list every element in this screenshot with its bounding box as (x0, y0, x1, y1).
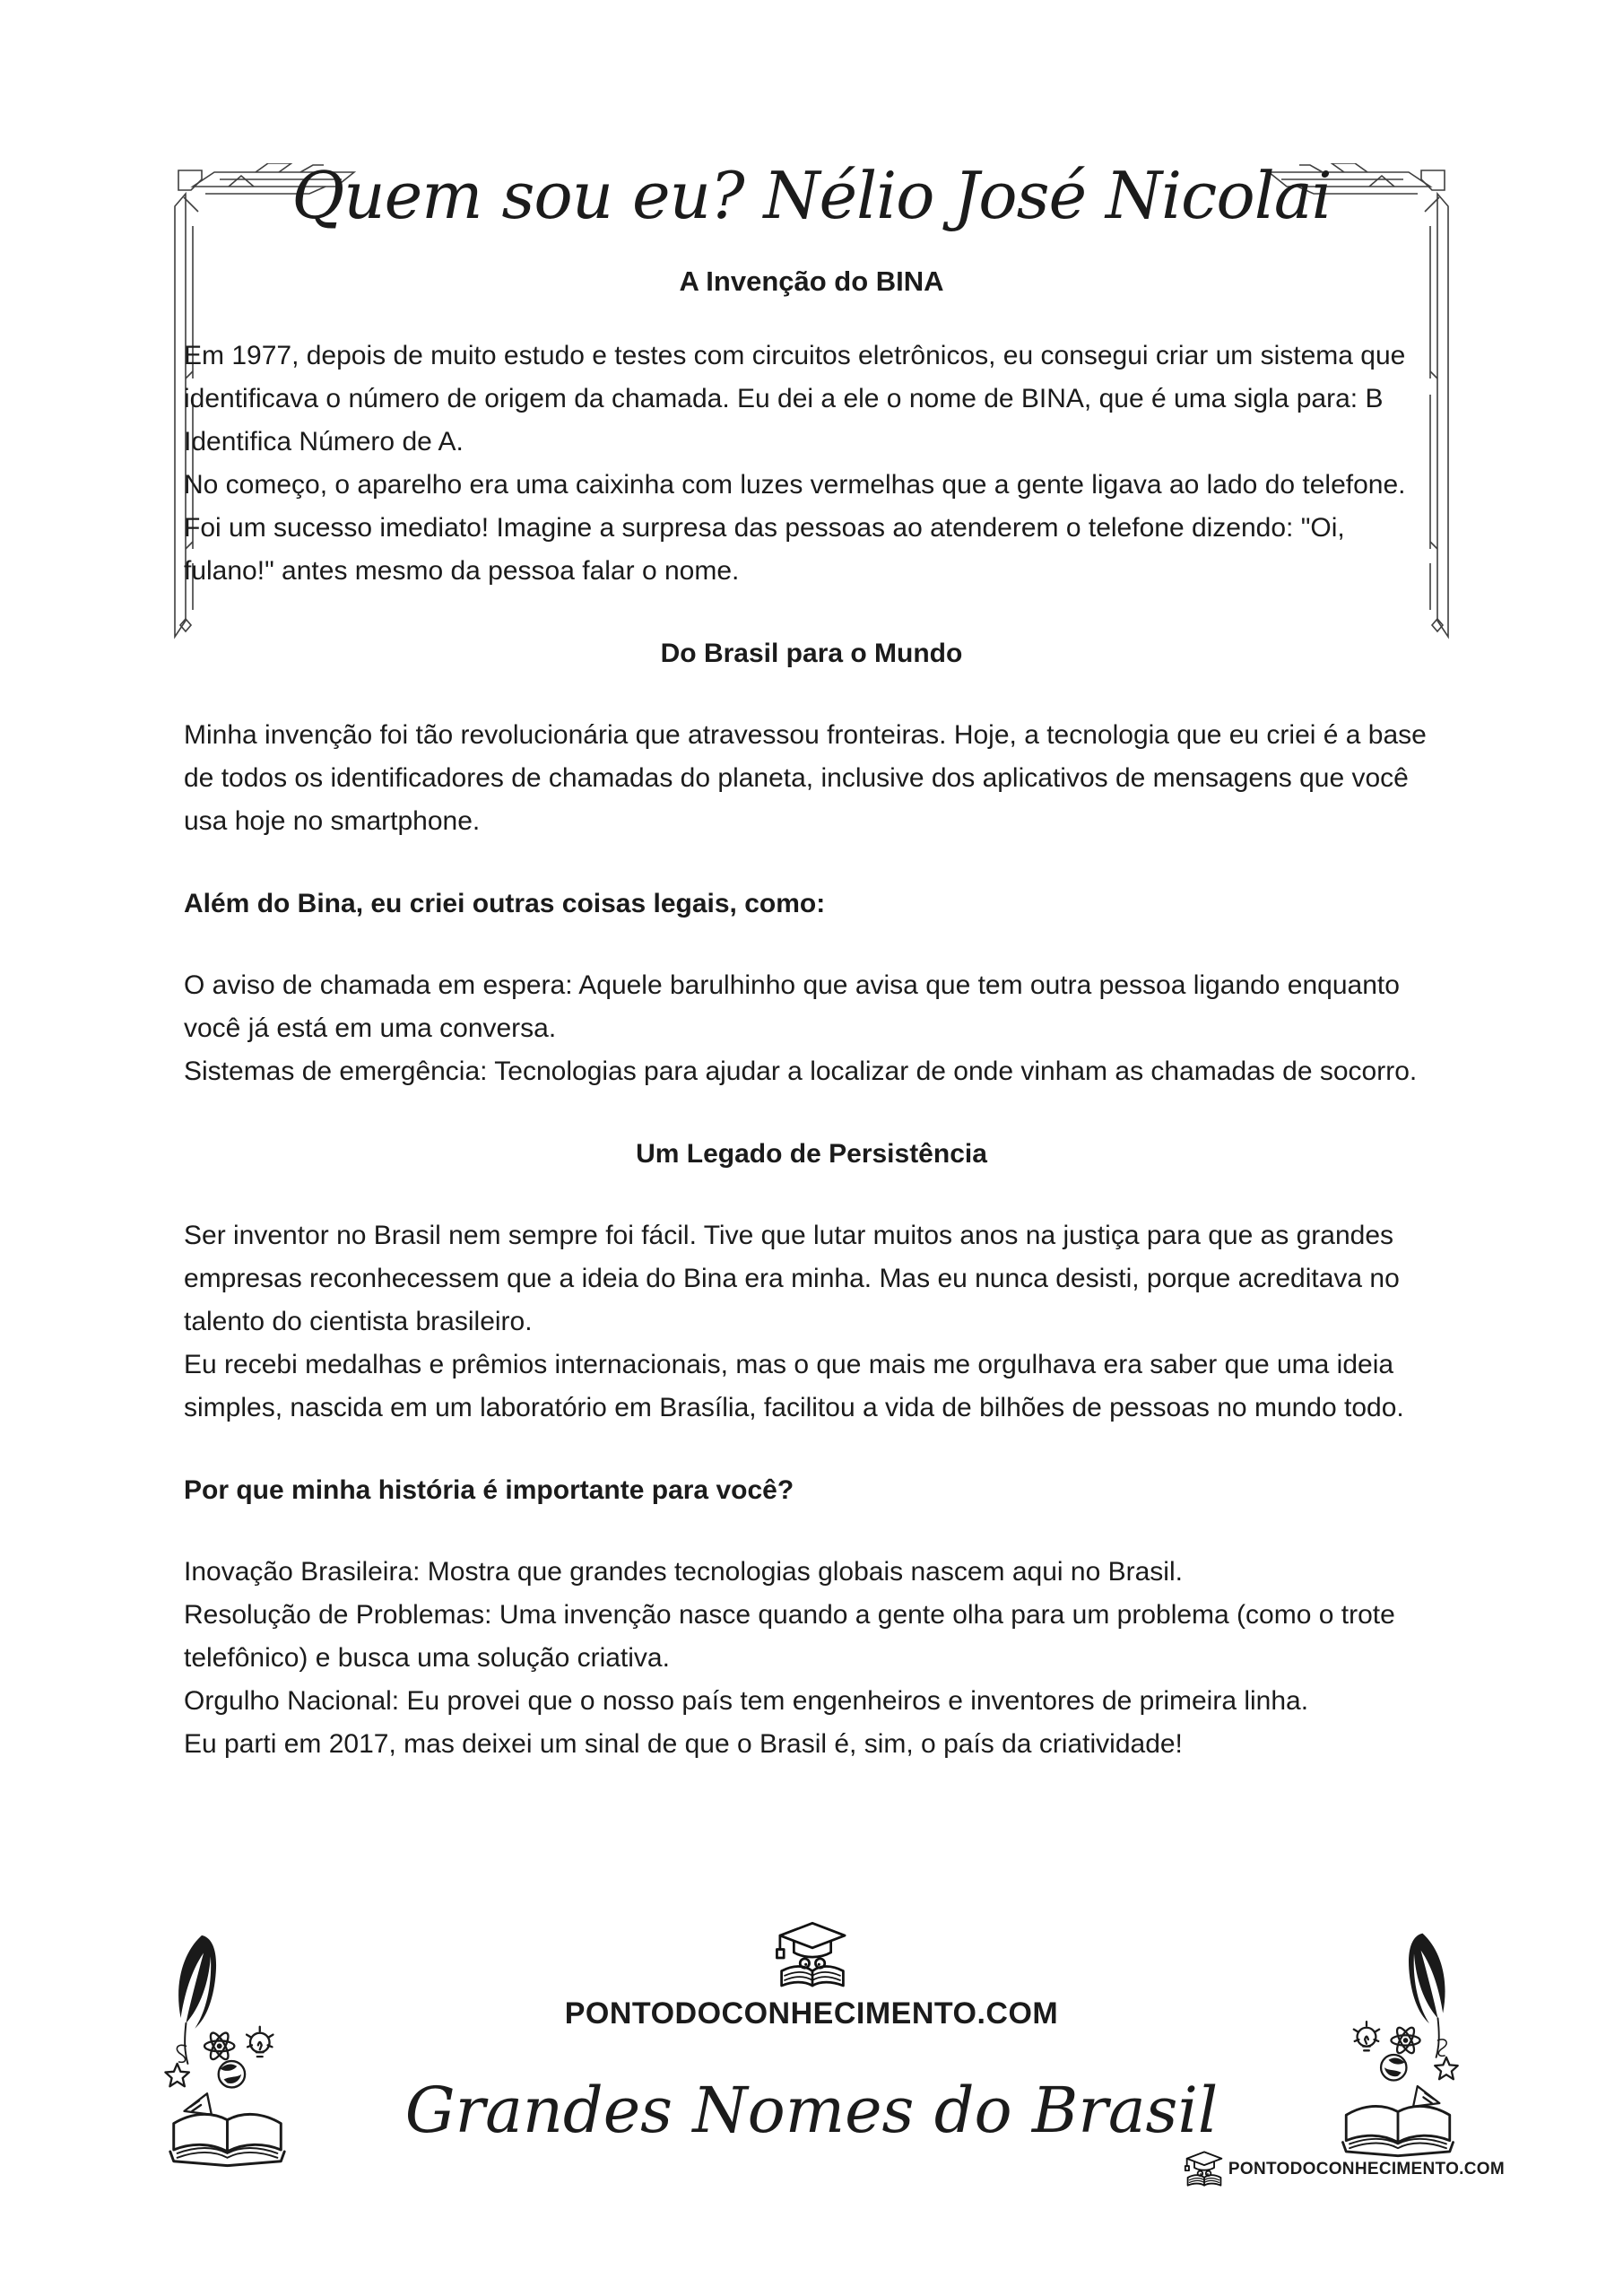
section-heading: Do Brasil para o Mundo (660, 639, 963, 668)
article-paragraph: Eu recebi medalhas e prêmios internacionais, mas o que mais me orgulhava era saber que uma ideia simples, nascida em um laboratório em Brasília, facilitou a vida de bilhões de pessoas no mundo todo. (184, 1350, 1404, 1422)
article-paragraph: No começo, o aparelho era uma caixinha com luzes vermelhas que a gente ligava ao lado do telefone. Foi um sucesso imediato! Imagine a surpresa das pessoas ao atenderem o telefone dizendo: "Oi, fulano!" antes mesmo da pessoa falar o nome. (184, 470, 1406, 586)
article-paragraph: Em 1977, depois de muito estudo e testes com circuitos eletrônicos, eu consegui criar um sistema que identificava o número de origem da chamada. Eu dei a ele o nome de BINA, que é uma sigla para: B Identifica Número de A. (184, 341, 1406, 457)
page-title: Quem sou eu? Nélio José Nicolai (291, 158, 1332, 233)
article-paragraph: Sistemas de emergência: Tecnologias para ajudar a localizar de onde vinham as chamadas de socorro. (184, 1057, 1418, 1086)
footer-brand (1184, 2149, 1505, 2189)
section-heading: Um Legado de Persistência (636, 1139, 987, 1169)
graduate-book-mascot-icon (774, 1918, 851, 1993)
footer-brand-text: PONTODOCONHECIMENTO.COM (1228, 2159, 1505, 2179)
section-heading: Por que minha história é importante para você? (184, 1475, 794, 1505)
footer-series-title: Grandes Nomes do Brasil (404, 2074, 1219, 2147)
article-paragraph: Resolução de Problemas: Uma invenção nasce quando a gente olha para um problema (como o trote telefônico) e busca uma solução criativa. (184, 1600, 1395, 1673)
article-paragraph: Orgulho Nacional: Eu provei que o nosso país tem engenheiros e inventores de primeira linha. (184, 1686, 1309, 1716)
article-paragraph: Ser inventor no Brasil nem sempre foi fácil. Tive que lutar muitos anos na justiça para que as grandes empresas reconhecessem que a ideia do Bina era minha. Mas eu nunca desisti, porque acreditava no talento do cientista brasileiro. (184, 1221, 1400, 1336)
article-body (184, 335, 1439, 1766)
graduate-book-mascot-small-icon (1184, 2149, 1225, 2189)
article-paragraph: O aviso de chamada em espera: Aquele barulhinho que avisa que tem outra pessoa ligando enquanto você já está em uma conversa. (184, 970, 1400, 1043)
article-paragraph: Minha invenção foi tão revolucionária que atravessou fronteiras. Hoje, a tecnologia que eu criei é a base de todos os identificadores de chamadas do planeta, inclusive dos aplicativos de mensagens que você usa hoje no smartphone. (184, 720, 1427, 836)
footer-site-text: PONTODOCONHECIMENTO.COM (564, 1996, 1059, 2031)
article-paragraph: Eu parti em 2017, mas deixei um sinal de que o Brasil é, sim, o país da criatividade! (184, 1729, 1183, 1759)
section-heading: Além do Bina, eu criei outras coisas legais, como: (184, 889, 826, 918)
article-paragraph: Inovação Brasileira: Mostra que grandes tecnologias globais nascem aqui no Brasil. (184, 1557, 1183, 1587)
page-subtitle: A Invenção do BINA (679, 265, 944, 297)
